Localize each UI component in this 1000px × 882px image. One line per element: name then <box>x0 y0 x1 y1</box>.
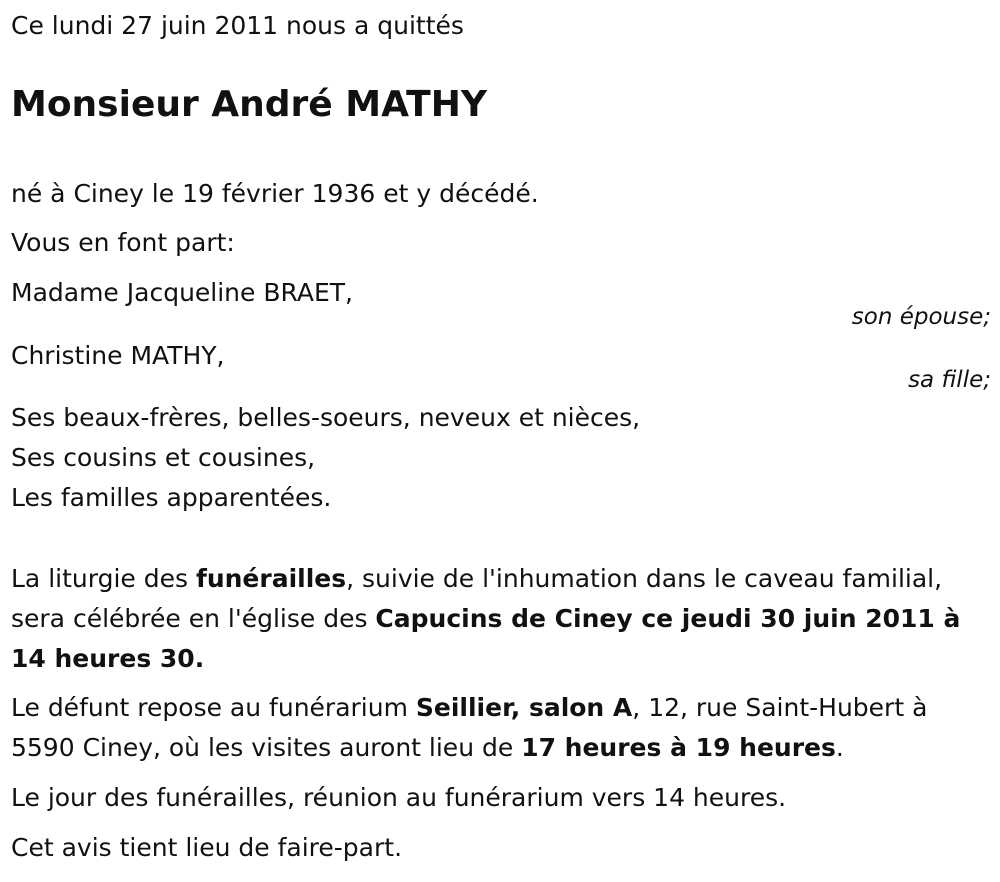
rest-bold-2: 17 heures à 19 heures <box>521 733 836 762</box>
relatives-line-3: Les familles apparentées. <box>11 483 332 512</box>
mourner-daughter-role: sa fille; <box>908 367 991 393</box>
rest-bold-1: Seillier, salon A <box>415 693 633 722</box>
liturgy-bold-2: Capucins de Ciney ce jeudi 30 juin 2011 à 14 heures 30. <box>11 604 961 673</box>
relatives-line-2: Ses cousins et cousines, <box>11 443 316 472</box>
meeting-line: Le jour des funérailles, réunion au funérarium vers 14 heures. <box>11 783 787 812</box>
liturgy-text-2: , suivie de l'inhumation dans le caveau familial, sera célébrée en l'église des <box>11 564 943 633</box>
deceased-name-title: Monsieur André MATHY <box>11 84 487 125</box>
intro-line: Ce lundi 27 juin 2011 nous a quittés <box>11 11 464 40</box>
closing-line: Cet avis tient lieu de faire-part. <box>11 833 403 862</box>
birth-line: né à Ciney le 19 février 1936 et y décédé. <box>11 179 539 208</box>
rest-text-2: , 12, rue Saint-Hubert à 5590 Ciney, où les visites auront lieu de <box>11 693 928 762</box>
rest-text-3: . <box>835 733 844 762</box>
rest-text-1: Le défunt repose au funérarium <box>11 693 416 722</box>
announce-line: Vous en font part: <box>11 228 235 257</box>
rest-paragraph <box>11 688 991 768</box>
liturgy-paragraph <box>11 559 991 679</box>
mourner-spouse-role: son épouse; <box>851 304 991 330</box>
mourner-daughter-name: Christine MATHY, <box>11 341 225 370</box>
mourner-spouse-name: Madame Jacqueline BRAET, <box>11 278 353 307</box>
liturgy-text-1: La liturgie des <box>11 564 196 593</box>
liturgy-bold-1: funérailles <box>195 564 347 593</box>
relatives-line-1: Ses beaux-frères, belles-soeurs, neveux et nièces, <box>11 403 641 432</box>
